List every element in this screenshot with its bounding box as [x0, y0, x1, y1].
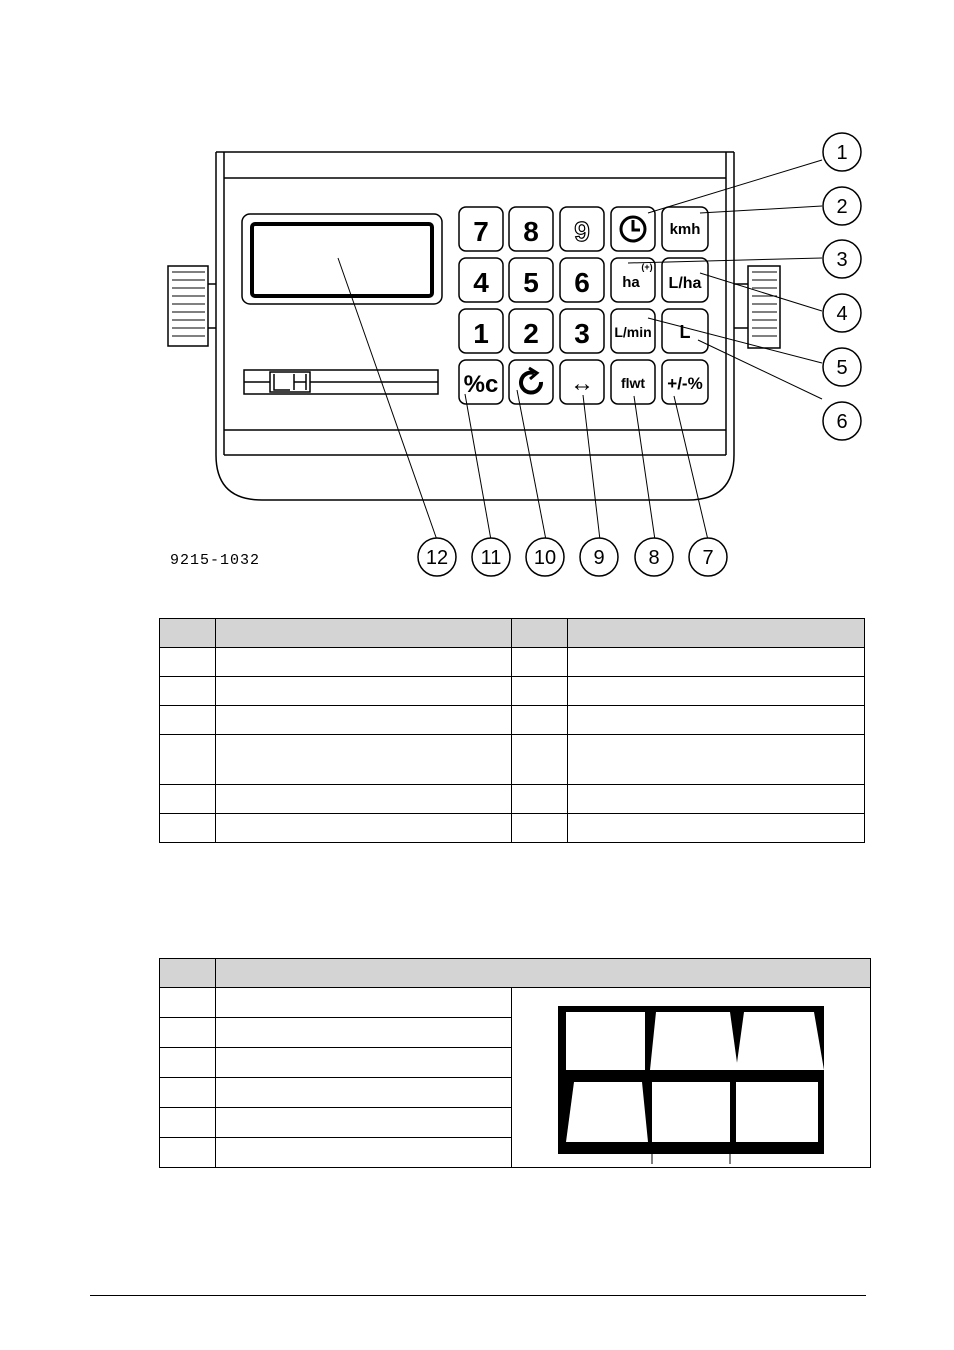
key-label: ↔	[570, 370, 594, 397]
table-row	[160, 677, 865, 706]
table-cell	[160, 1018, 216, 1048]
table-header	[568, 619, 865, 648]
key-label: L	[679, 322, 691, 342]
table-cell	[512, 706, 568, 735]
callout-8: 8	[648, 547, 660, 569]
display-table	[159, 958, 871, 1168]
table-cell	[568, 814, 865, 843]
table-cell	[216, 988, 512, 1018]
keys-table	[159, 618, 865, 843]
table-cell	[568, 648, 865, 677]
callout-9: 9	[593, 547, 605, 569]
key-label: flwt	[620, 375, 646, 391]
table-cell	[512, 648, 568, 677]
table-cell	[160, 785, 216, 814]
table-cell	[568, 735, 865, 785]
callout-7: 7	[702, 547, 714, 569]
table-cell	[160, 1078, 216, 1108]
key-superscript: (+)	[641, 262, 653, 272]
table-cell	[216, 785, 512, 814]
callout-5: 5	[836, 357, 848, 379]
table-header	[216, 959, 871, 988]
brand-logo	[244, 370, 438, 394]
table-cell	[216, 648, 512, 677]
key-label: %c	[463, 371, 499, 398]
table-cell	[216, 814, 512, 843]
table-cell	[160, 1138, 216, 1168]
table-cell	[512, 785, 568, 814]
key-label: 7	[473, 216, 489, 247]
table-cell	[160, 706, 216, 735]
table-cell	[216, 677, 512, 706]
callout-6: 6	[836, 411, 848, 433]
callout-2: 2	[836, 196, 848, 218]
table-cell	[216, 1048, 512, 1078]
table-cell	[216, 1018, 512, 1048]
callout-11: 11	[480, 547, 502, 569]
display-segments-cell	[512, 988, 871, 1168]
callout-10: 10	[533, 547, 557, 569]
table-cell	[512, 677, 568, 706]
callout-1: 1	[836, 142, 848, 164]
table-row	[160, 706, 865, 735]
key-label: 1	[473, 318, 489, 349]
key-label: 5	[523, 267, 539, 298]
footer-rule	[90, 1295, 866, 1296]
key-label: +/-%	[667, 374, 703, 393]
table-row	[160, 735, 865, 785]
key-label: kmh	[669, 221, 701, 238]
key-reset[interactable]	[509, 360, 553, 404]
callout-12: 12	[425, 547, 449, 569]
key-label: 4	[473, 267, 489, 298]
table-cell	[160, 1108, 216, 1138]
table-cell	[216, 1108, 512, 1138]
table-cell	[160, 735, 216, 785]
callout-4: 4	[836, 303, 848, 325]
table-row	[160, 785, 865, 814]
table-cell	[216, 735, 512, 785]
callout-3: 3	[836, 249, 848, 271]
key-label: 8	[523, 216, 539, 247]
table-cell	[160, 814, 216, 843]
display-segments-diagram	[512, 988, 871, 1164]
table-row	[160, 648, 865, 677]
table-cell	[216, 706, 512, 735]
console-diagram	[0, 0, 954, 600]
table-cell	[216, 1138, 512, 1168]
lcd-display	[252, 224, 432, 296]
table-cell	[160, 677, 216, 706]
table-cell	[568, 706, 865, 735]
table-cell	[568, 785, 865, 814]
table-cell	[216, 1078, 512, 1108]
display-frame	[242, 214, 442, 304]
table-header	[160, 619, 216, 648]
table-cell	[512, 735, 568, 785]
table-header	[512, 619, 568, 648]
table-cell	[568, 677, 865, 706]
key-label: L/ha	[668, 275, 702, 292]
table-row	[160, 814, 865, 843]
key-label: 2	[523, 318, 539, 349]
table-cell	[160, 648, 216, 677]
key-label: 3	[574, 318, 590, 349]
table-cell	[512, 814, 568, 843]
table-header	[160, 959, 216, 988]
key-label: ha	[622, 274, 640, 291]
table-header	[216, 619, 512, 648]
key-label: L/min	[614, 324, 652, 340]
table-row	[160, 988, 871, 1018]
key-label: 6	[574, 267, 590, 298]
key-label: 9	[574, 216, 590, 247]
table-cell	[160, 1048, 216, 1078]
drawing-code: 9215-1032	[170, 552, 261, 569]
table-cell	[160, 988, 216, 1018]
